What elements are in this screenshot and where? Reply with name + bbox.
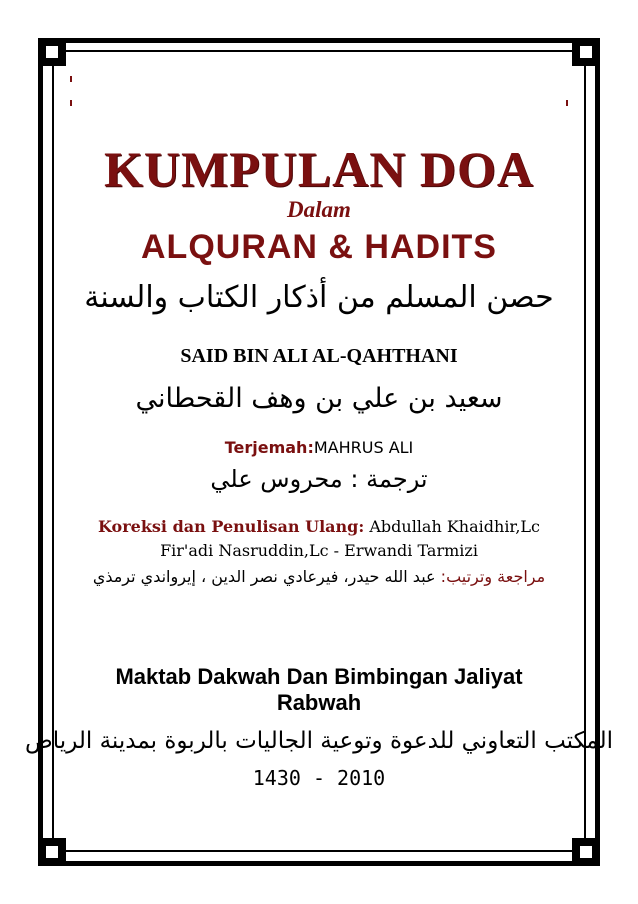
editors-names-line2: Fir'adi Nasruddin,Lc - Erwandi Tarmizi (160, 541, 478, 560)
publisher-line1: Maktab Dakwah Dan Bimbingan Jaliyat (115, 664, 523, 689)
publisher-line2: Rabwah (276, 690, 362, 715)
book-subtitle: ALQURAN & HADITS (141, 228, 497, 266)
editors-line (0, 517, 638, 536)
arabic-editors-label: مراجعة وترتيب: (440, 567, 546, 586)
translator-line (0, 438, 638, 457)
editors-names-line1: Abdullah Khaidhir,Lc (369, 517, 540, 536)
margin-mark (70, 100, 72, 106)
translator-label: Terjemah: (224, 438, 314, 457)
publisher-name (0, 664, 638, 716)
author-name: SAID BIN ALI AL-QAHTHANI (180, 345, 458, 367)
book-title-connector: Dalam (287, 197, 351, 222)
corner-ornament-top-right (572, 38, 600, 66)
book-title: KUMPULAN DOA (103, 141, 535, 197)
margin-mark (566, 100, 568, 106)
arabic-translator: ترجمة : محروس علي (210, 465, 428, 493)
corner-ornament-top-left (38, 38, 66, 66)
corner-ornament-bottom-right (572, 838, 600, 866)
arabic-publisher-name: المكتب التعاوني للدعوة وتوعية الجاليات بالربوة بمدينة الرياض (24, 728, 613, 754)
editors-label: Koreksi dan Penulisan Ulang: (98, 517, 365, 536)
corner-ornament-bottom-left (38, 838, 66, 866)
margin-mark (70, 76, 72, 82)
arabic-author-name: سعيد بن علي بن وهف القحطاني (135, 383, 503, 414)
arabic-title: حصن المسلم من أذكار الكتاب والسنة (84, 280, 554, 315)
arabic-editors-line (0, 567, 638, 586)
publication-year: 1430 - 2010 (252, 766, 386, 790)
arabic-editors-names: عبد الله حيدر، فيرعادي نصر الدين ، إيرواندي ترمذي (92, 567, 436, 586)
translator-name: MAHRUS ALI (313, 438, 414, 457)
